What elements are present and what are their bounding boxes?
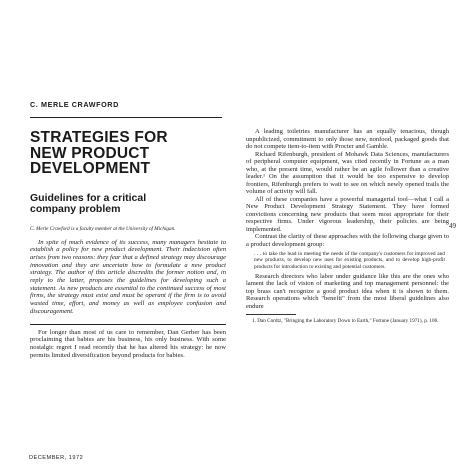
block-quote: . . . to take the lead in meeting the needs of the company's customers for improved and new products, to develop new uses for existing products, and to develop high-profit products for introduction to existing and potential customers. xyxy=(254,251,445,270)
subtitle-line: company problem xyxy=(30,203,121,215)
page-number: 49 xyxy=(449,222,456,230)
body-paragraph: Contrast the clarity of these approaches with the following charge given to a product development group: xyxy=(246,233,449,248)
body-paragraph: Research directors who labor under guidance like this are the ones who lament the lack of vision of marketing and top management personnel: the top brass can't recognize a good product idea when it is shown to them. Research operations which "benefit" from the most liberal guidelines also endure xyxy=(246,272,449,310)
title-rule xyxy=(30,117,222,118)
author-note: C. Merle Crawford is a faculty member at the University of Michigan. xyxy=(30,225,176,232)
subtitle-line: Guidelines for a critical xyxy=(30,191,147,204)
footnote: 1. Dan Cordtz, "Bringing the Laboratory Down to Earth," Fortune (January 1971), p. 106. xyxy=(252,318,439,325)
abstract: In spite of much evidence of its success, many managers hesitate to establish a policy for new product development. Their indecision often arises from two reasons: they fear that a defined strategy may discourage innovation and they are uncertain how to formulate a new product strategy. The author of this article discredits the former notion and, in reply to the latter, proposes the guidelines for developing such a statement. As new products are essential to the continued success of most firms, the strategy must exist and must be operant if the firm is to avoid wasted time, effort, and money as well as employee confusion and discouragement. xyxy=(30,238,226,315)
issue-date: DECEMBER, 1972 xyxy=(29,455,84,461)
title-line: STRATEGIES FOR xyxy=(30,129,168,146)
body-paragraph: Richard Rifenburgh, president of Mohawk Data Sciences, manufacturers of peripheral computer equipment, was cited recently in Fortune as a man who, at the present time, would rather be an agile follower than a creative leader.¹ On the assumption that it would be too expensive to develop frontiers, Rifenburgh prefers to wait to see on which newly opened trails the volume of activity will fall. xyxy=(246,150,449,195)
article-title xyxy=(30,130,232,177)
lead-section xyxy=(30,324,226,360)
title-line: NEW PRODUCT xyxy=(30,144,150,162)
left-column xyxy=(20,100,232,359)
title-line: DEVELOPMENT xyxy=(30,160,151,177)
body-paragraph: All of these companies have a powerful managerial tool—what I call a New Product Development Strategy Statement. They have formed convictions concerning new products that seem most appropriate for their respective firms. Under vigorous leadership, their policies are being implemented. xyxy=(246,195,449,233)
lead-paragraph: For longer than most of us care to remember, Dan Gerber has been proclaiming that babies are his business, his only business. With some nostalgic regret I read recently that he has altered his strategy: he now permits limited diversification beyond products for babies. xyxy=(30,328,226,359)
body-paragraph: A leading toiletries manufacturer has an equally tenacious, though unpublicized, commitment to only those new, nonfood, packaged goods that do not compete item-to-item with Procter and Gamble. xyxy=(246,128,449,150)
article-subtitle xyxy=(30,193,232,216)
footnote-rule xyxy=(246,314,296,315)
author-name: C. MERLE CRAWFORD xyxy=(30,100,119,109)
right-column xyxy=(246,128,449,324)
